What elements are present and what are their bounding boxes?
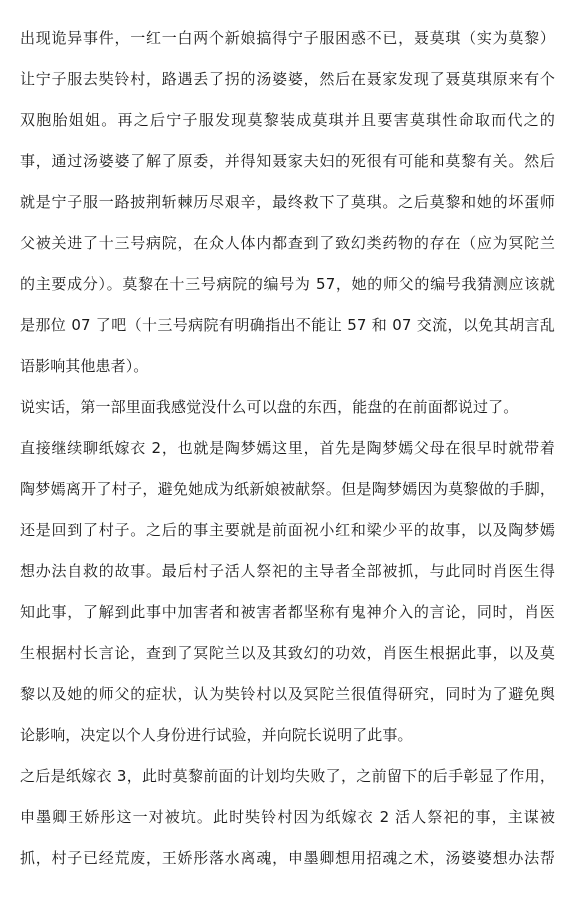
paragraph-2 xyxy=(20,387,555,428)
text-line: 抓，村子已经荒废，王娇彤落水离魂，申墨卿想用招魂之术，汤婆婆想办法帮 xyxy=(20,849,555,867)
text-line: 语影响其他患者）。 xyxy=(20,357,149,375)
text-line: 生根据村长言论，查到了冥陀兰以及其致幻的功效，肖医生根据此事，以及莫 xyxy=(20,644,555,662)
text-line: 知此事，了解到此事中加害者和被害者都坚称有鬼神介入的言论，同时，肖医 xyxy=(20,603,555,621)
text-line: 想办法自救的故事。最后村子活人祭祀的主导者全部被抓，与此同时肖医生得 xyxy=(20,562,555,580)
text-line: 直接继续聊纸嫁衣 2，也就是陶梦嫣这里，首先是陶梦嫣父母在很早时就带着 xyxy=(20,439,555,457)
text-line: 是那位 07 了吧（十三号病院有明确指出不能让 57 和 07 交流，以免其胡言乱 xyxy=(20,316,555,334)
text-line: 事，通过汤婆婆了解了原委，并得知聂家夫妇的死很有可能和莫黎有关。然后 xyxy=(20,152,555,170)
text-line: 申墨卿王娇彤这一对被坑。此时奘铃村因为纸嫁衣 2 活人祭祀的事，主谋被 xyxy=(20,808,555,826)
text-line: 的主要成分）。莫黎在十三号病院的编号为 57，她的师父的编号我猜测应该就 xyxy=(20,275,555,293)
text-line: 黎以及她的师父的症状，认为奘铃村以及冥陀兰很值得研究，同时为了避免舆 xyxy=(20,685,555,703)
text-line: 陶梦嫣离开了村子，避免她成为纸新娘被献祭。但是陶梦嫣因为莫黎做的手脚， xyxy=(20,480,555,498)
text-line: 双胞胎姐姐。再之后宁子服发现莫黎装成莫琪并且要害莫琪性命取而代之的 xyxy=(20,111,555,129)
text-line: 让宁子服去奘铃村，路遇丢了拐的汤婆婆，然后在聂家发现了聂莫琪原来有个 xyxy=(20,70,555,88)
paragraph-1 xyxy=(20,18,555,387)
text-line: 论影响，决定以个人身份进行试验，并向院长说明了此事。 xyxy=(20,726,413,744)
paragraph-3 xyxy=(20,428,555,756)
paragraph-4 xyxy=(20,756,555,879)
text-line: 之后是纸嫁衣 3，此时莫黎前面的计划均失败了，之前留下的后手彰显了作用， xyxy=(20,767,555,785)
text-line: 就是宁子服一路披荆斩棘历尽艰辛，最终救下了莫琪。之后莫黎和她的坏蛋师 xyxy=(20,193,555,211)
text-line: 说实话，第一部里面我感觉没什么可以盘的东西，能盘的在前面都说过了。 xyxy=(20,398,519,416)
text-line: 还是回到了村子。之后的事主要就是前面祝小红和梁少平的故事，以及陶梦嫣 xyxy=(20,521,555,539)
text-line: 父被关进了十三号病院，在众人体内都查到了致幻类药物的存在（应为冥陀兰 xyxy=(20,234,555,252)
text-line: 出现诡异事件，一红一白两个新娘搞得宁子服困惑不已，聂莫琪（实为莫黎） xyxy=(20,29,555,47)
